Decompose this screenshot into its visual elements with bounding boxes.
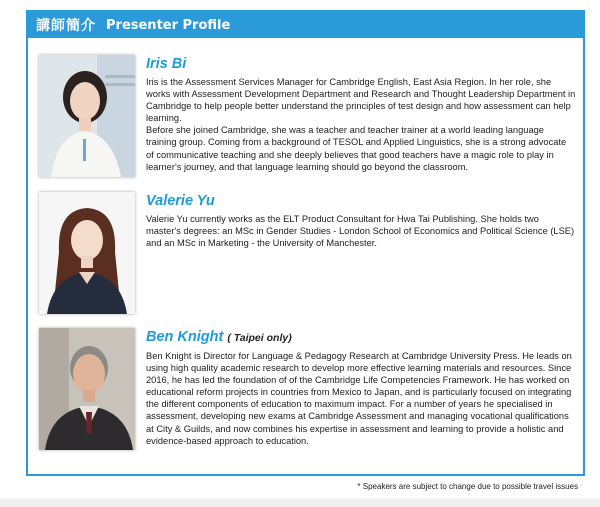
section-header	[28, 12, 583, 38]
presenter-info-valerie-yu	[146, 192, 576, 249]
header-title-en: Presenter Profile	[106, 17, 231, 33]
presenter-info-ben-knight	[146, 328, 576, 447]
presenter-photo-valerie-yu	[39, 192, 135, 314]
presenter-name: Iris Bi	[146, 56, 187, 72]
presenter-photo-ben-knight	[39, 328, 135, 450]
presenter-info-iris-bi	[146, 55, 576, 173]
header-title-zh: 講師簡介	[36, 18, 96, 34]
bio-paragraph: Iris is the Assessment Services Manager for Cambridge English, East Asia Region. In her role, she works with Assessment Development Department and Research and Thought Leadership Department in Cambridge to help people better understand the principles of test design and how assessment can help learning.	[146, 77, 576, 124]
presenter-name: Valerie Yu	[146, 193, 215, 209]
presenter-photo-iris-bi	[39, 55, 135, 177]
presenter-bio	[146, 76, 576, 173]
presenter-bio	[146, 350, 576, 447]
bio-paragraph: Ben Knight is Director for Language & Pedagogy Research at Cambridge University Press. He leads on using high quality academic research to develop more effective learning materials and resources. Since 2016, he has led the foundation of of the Cambridge Life Competencies Framework. He has worked on educational reform projects in countries from Mexico to Japan, and is particularly focused on integrating the different components of education to maximum impact. For a number of years he specialised in assessment, developing new exams at Cambridge Assessment and managing vocational qualifications at City & Guilds, and now combines his expertise in assessment and learning to provide a holistic and evidence-based approach to education.	[146, 351, 572, 446]
bio-paragraph: Valerie Yu currently works as the ELT Product Consultant for Hwa Tai Publishing. She holds two master's degrees: an MSc in Gender Studies - London School of Economics and Political Science (LSE) and an MSc in Marketing - the University of Manchester.	[146, 214, 575, 249]
presenter-profile-panel	[26, 10, 585, 476]
presenter-note: ( Taipei only)	[227, 332, 292, 344]
presenter-name: Ben Knight ( Taipei only)	[146, 329, 292, 345]
presenter-bio	[146, 213, 576, 249]
bottom-bar	[0, 499, 600, 507]
bio-paragraph: Before she joined Cambridge, she was a teacher and teacher trainer at a world leading language training group. Coming from a background of TESOL and Applied Linguistics, she is a strong advocate of communicative teaching and she deeply believes that good teachers have a magic role to play in learner's journey, and that language learning should go beyond the classroom.	[146, 125, 567, 172]
footnote: * Speakers are subject to change due to possible travel issues	[357, 482, 578, 491]
